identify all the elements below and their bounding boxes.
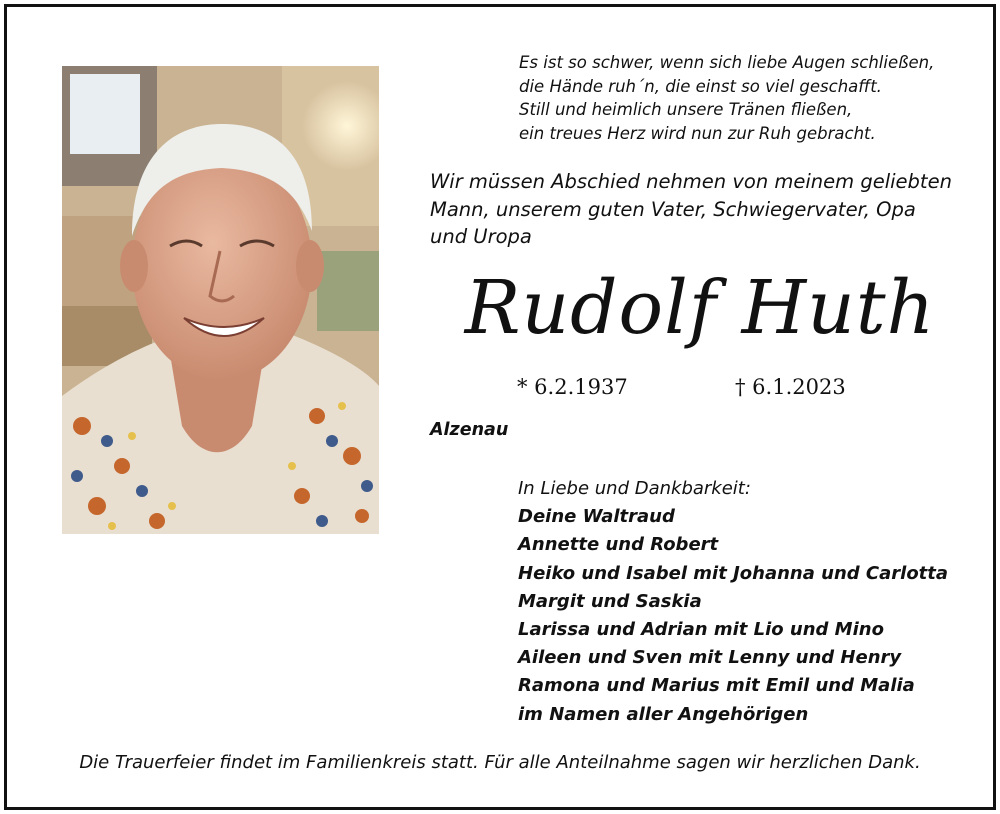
birth-date: * 6.2.1937 (517, 375, 628, 399)
mourner-entry: Aileen und Sven mit Lenny und Henry (518, 647, 902, 669)
mourner-entry: Larissa und Adrian mit Lio und Mino (518, 619, 884, 641)
farewell-line: Mann, unserem guten Vater, Schwiegervater, Opa (430, 197, 916, 221)
portrait-photo (62, 66, 379, 534)
poem-line: Still und heimlich unsere Tränen fließen, (519, 100, 853, 119)
farewell-line: und Uropa (430, 225, 532, 248)
poem-line: Es ist so schwer, wenn sich liebe Augen schließen, (519, 53, 935, 72)
place-name: Alzenau (430, 420, 509, 440)
mourner-entry: im Namen aller Angehörigen (518, 703, 809, 725)
mourners-list (518, 475, 978, 729)
mourner-entry: Margit und Saskia (518, 590, 702, 612)
poem (519, 51, 959, 145)
poem-line: ein treues Herz wird nun zur Ruh gebracht. (519, 123, 876, 143)
mourner-entry: Ramona und Marius mit Emil und Malia (518, 675, 915, 697)
mourner-entry: Annette und Robert (518, 534, 719, 556)
farewell-text (430, 168, 970, 251)
deceased-name: Rudolf Huth (464, 265, 936, 351)
death-date: † 6.1.2023 (735, 375, 846, 399)
funeral-notice: Die Trauerfeier findet im Familienkreis statt. Für alle Anteilnahme sagen wir herzlichen Dank. (79, 752, 921, 773)
mourner-entry: Deine Waltraud (518, 506, 675, 528)
mourner-entry: Heiko und Isabel mit Johanna und Carlotta (518, 562, 949, 584)
mourners-heading: In Liebe und Dankbarkeit: (518, 478, 751, 499)
poem-line: die Hände ruh´n, die einst so viel geschafft. (519, 76, 882, 96)
farewell-line: Wir müssen Abschied nehmen von meinem geliebten (430, 170, 952, 193)
